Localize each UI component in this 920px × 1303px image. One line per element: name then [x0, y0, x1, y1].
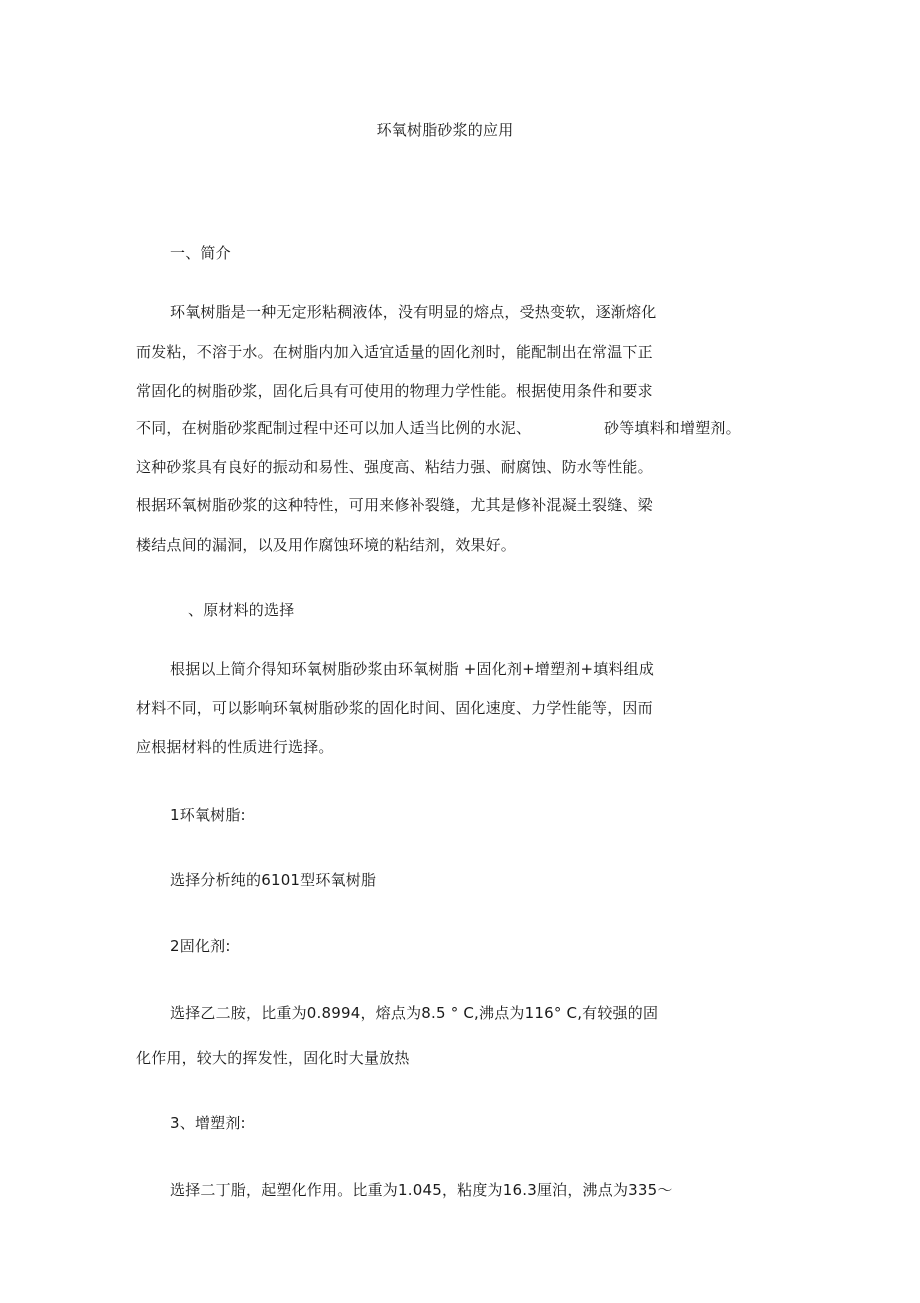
materials-paragraph-line: 应根据材料的性质进行选择。 — [136, 738, 334, 756]
intro-paragraph-line: 砂等填料和增塑剂。 — [604, 419, 741, 437]
materials-paragraph-line: 材料不同，可以影响环氧树脂砂浆的固化时间、固化速度、力学性能等，因而 — [136, 699, 653, 717]
item-text-curing-agent: 选择乙二胺，比重为0.8994，熔点为8.5 ° C,沸点为116° C,有较强的固 — [170, 1004, 659, 1022]
materials-paragraph-line: 根据以上简介得知环氧树脂砂浆由环氧树脂 +固化剂+增塑剂+填料组成 — [170, 660, 655, 678]
item-heading-curing-agent: 2固化剂: — [170, 937, 231, 955]
item-heading-epoxy: 1环氧树脂: — [170, 806, 246, 824]
section-heading-materials: 、原材料的选择 — [188, 601, 295, 619]
item-text-plasticizer: 选择二丁脂，起塑化作用。比重为1.045，粘度为16.3厘泊，沸点为335〜 — [170, 1181, 673, 1199]
document-title: 环氧树脂砂浆的应用 — [376, 121, 514, 139]
item-text-epoxy: 选择分析纯的6101型环氧树脂 — [170, 871, 377, 889]
section-heading-intro: 一、简介 — [170, 244, 231, 262]
intro-paragraph-line: 楼结点间的漏洞，以及用作腐蚀环境的粘结剂，效果好。 — [136, 536, 517, 554]
intro-paragraph-line: 这种砂浆具有良好的振动和易性、强度高、粘结力强、耐腐蚀、防水等性能。 — [136, 458, 653, 476]
intro-paragraph-line: 根据环氧树脂砂浆的这种特性，可用来修补裂缝，尤其是修补混凝土裂缝、梁 — [136, 496, 653, 514]
item-heading-plasticizer: 3、增塑剂: — [170, 1114, 246, 1132]
intro-paragraph-line: 不同，在树脂砂浆配制过程中还可以加人适当比例的水泥、 — [136, 419, 532, 437]
intro-paragraph-line: 环氧树脂是一种无定形粘稠液体，没有明显的熔点，受热变软，逐渐熔化 — [170, 303, 657, 321]
intro-paragraph-line: 而发粘，不溶于水。在树脂内加入适宜适量的固化剂时，能配制出在常温下正 — [136, 343, 653, 361]
intro-paragraph-line: 常固化的树脂砂浆，固化后具有可使用的物理力学性能。根据使用条件和要求 — [136, 382, 653, 400]
item-text-curing-agent: 化作用，较大的挥发性，固化时大量放热 — [136, 1049, 410, 1067]
